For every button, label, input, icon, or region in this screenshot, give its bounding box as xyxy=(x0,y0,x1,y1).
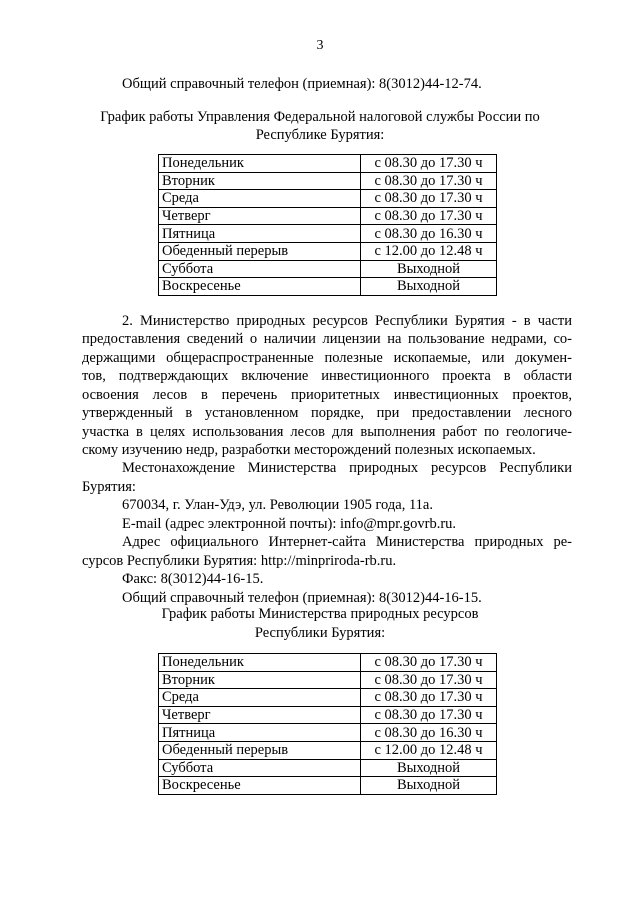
time-cell: с 08.30 до 17.30 ч xyxy=(361,671,497,689)
table-row xyxy=(159,654,497,672)
table-row xyxy=(159,242,497,260)
paragraph-2-line: утвержденный в установленном порядке, при предоставлении лесного xyxy=(82,405,572,421)
time-cell: с 12.00 до 12.48 ч xyxy=(361,741,497,759)
time-cell: с 08.30 до 17.30 ч xyxy=(361,172,497,190)
table-row xyxy=(159,155,497,173)
time-cell: с 08.30 до 17.30 ч xyxy=(361,190,497,208)
schedule-1-table xyxy=(158,154,497,296)
paragraph-2-line: скому изучению недр, разработки месторождений полезных ископаемых. xyxy=(82,442,536,458)
schedule-1-title-line-1: График работы Управления Федеральной налоговой службы России по xyxy=(100,109,540,125)
day-cell: Пятница xyxy=(159,724,361,742)
table-row xyxy=(159,172,497,190)
day-cell: Вторник xyxy=(159,172,361,190)
paragraph-2-line: тов, подтверждающих включение инвестиционного проекта в области xyxy=(82,368,572,384)
time-cell: с 08.30 до 16.30 ч xyxy=(361,225,497,243)
paragraph-2-line: участка в целях использования лесов для выполнения работ по геологиче- xyxy=(82,424,572,440)
paragraph-2-line: освоения лесов в перечень приоритетных инвестиционных проектов, xyxy=(82,387,572,403)
table-row xyxy=(159,741,497,759)
page-number: 3 xyxy=(316,38,324,53)
day-cell: Среда xyxy=(159,190,361,208)
day-cell: Четверг xyxy=(159,207,361,225)
website-line-2: сурсов Республики Бурятия: http://minpriroda-rb.ru. xyxy=(82,553,397,569)
day-cell: Понедельник xyxy=(159,155,361,173)
day-cell: Воскресенье xyxy=(159,278,361,296)
schedule-1-title-line-2: Республике Бурятия: xyxy=(255,127,385,143)
day-cell: Суббота xyxy=(159,759,361,777)
schedule-2-title-line-2: Республики Бурятия: xyxy=(254,625,386,641)
table-row xyxy=(159,190,497,208)
day-cell: Понедельник xyxy=(159,654,361,672)
table-row xyxy=(159,671,497,689)
day-cell: Обеденный перерыв xyxy=(159,741,361,759)
website-line-1: Адрес официального Интернет-сайта Министерства природных ре- xyxy=(122,534,572,550)
time-cell: Выходной xyxy=(361,278,497,296)
time-cell: с 08.30 до 17.30 ч xyxy=(361,155,497,173)
table-row xyxy=(159,225,497,243)
day-cell: Среда xyxy=(159,689,361,707)
time-cell: с 08.30 до 17.30 ч xyxy=(361,654,497,672)
table-row xyxy=(159,689,497,707)
table-row xyxy=(159,207,497,225)
table-row xyxy=(159,706,497,724)
day-cell: Вторник xyxy=(159,671,361,689)
day-cell: Обеденный перерыв xyxy=(159,242,361,260)
table-row xyxy=(159,724,497,742)
time-cell: с 08.30 до 17.30 ч xyxy=(361,207,497,225)
paragraph-2-line: держащими общераспространенные полезные ископаемые, или докумен- xyxy=(82,350,572,366)
location-line-1: Местонахождение Министерства природных ресурсов Республики xyxy=(122,460,572,476)
paragraph-2-line: 2. Министерство природных ресурсов Республики Бурятия - в части xyxy=(122,313,572,329)
time-cell: с 08.30 до 17.30 ч xyxy=(361,689,497,707)
email-line: E-mail (адрес электронной почты): info@mpr.govrb.ru. xyxy=(122,516,457,532)
location-line-2: Бурятия: xyxy=(82,479,136,495)
table-row xyxy=(159,777,497,795)
phone-line-2: Общий справочный телефон (приемная): 8(3012)44-16-15. xyxy=(122,590,482,606)
address-line: 670034, г. Улан-Удэ, ул. Революции 1905 года, 11а. xyxy=(122,497,433,513)
time-cell: с 08.30 до 16.30 ч xyxy=(361,724,497,742)
time-cell: Выходной xyxy=(361,777,497,795)
day-cell: Суббота xyxy=(159,260,361,278)
paragraph-2-line: предоставления сведений о наличии лицензии на пользование недрами, со- xyxy=(82,331,572,347)
table-row xyxy=(159,260,497,278)
table-row xyxy=(159,278,497,296)
time-cell: с 12.00 до 12.48 ч xyxy=(361,242,497,260)
fax-line: Факс: 8(3012)44-16-15. xyxy=(122,571,264,587)
day-cell: Четверг xyxy=(159,706,361,724)
table-row xyxy=(159,759,497,777)
time-cell: Выходной xyxy=(361,759,497,777)
day-cell: Воскресенье xyxy=(159,777,361,795)
time-cell: Выходной xyxy=(361,260,497,278)
time-cell: с 08.30 до 17.30 ч xyxy=(361,706,497,724)
schedule-2-title-line-1: График работы Министерства природных ресурсов xyxy=(161,606,479,622)
phone-line-1: Общий справочный телефон (приемная): 8(3012)44-12-74. xyxy=(122,76,482,92)
day-cell: Пятница xyxy=(159,225,361,243)
schedule-2-table xyxy=(158,653,497,795)
